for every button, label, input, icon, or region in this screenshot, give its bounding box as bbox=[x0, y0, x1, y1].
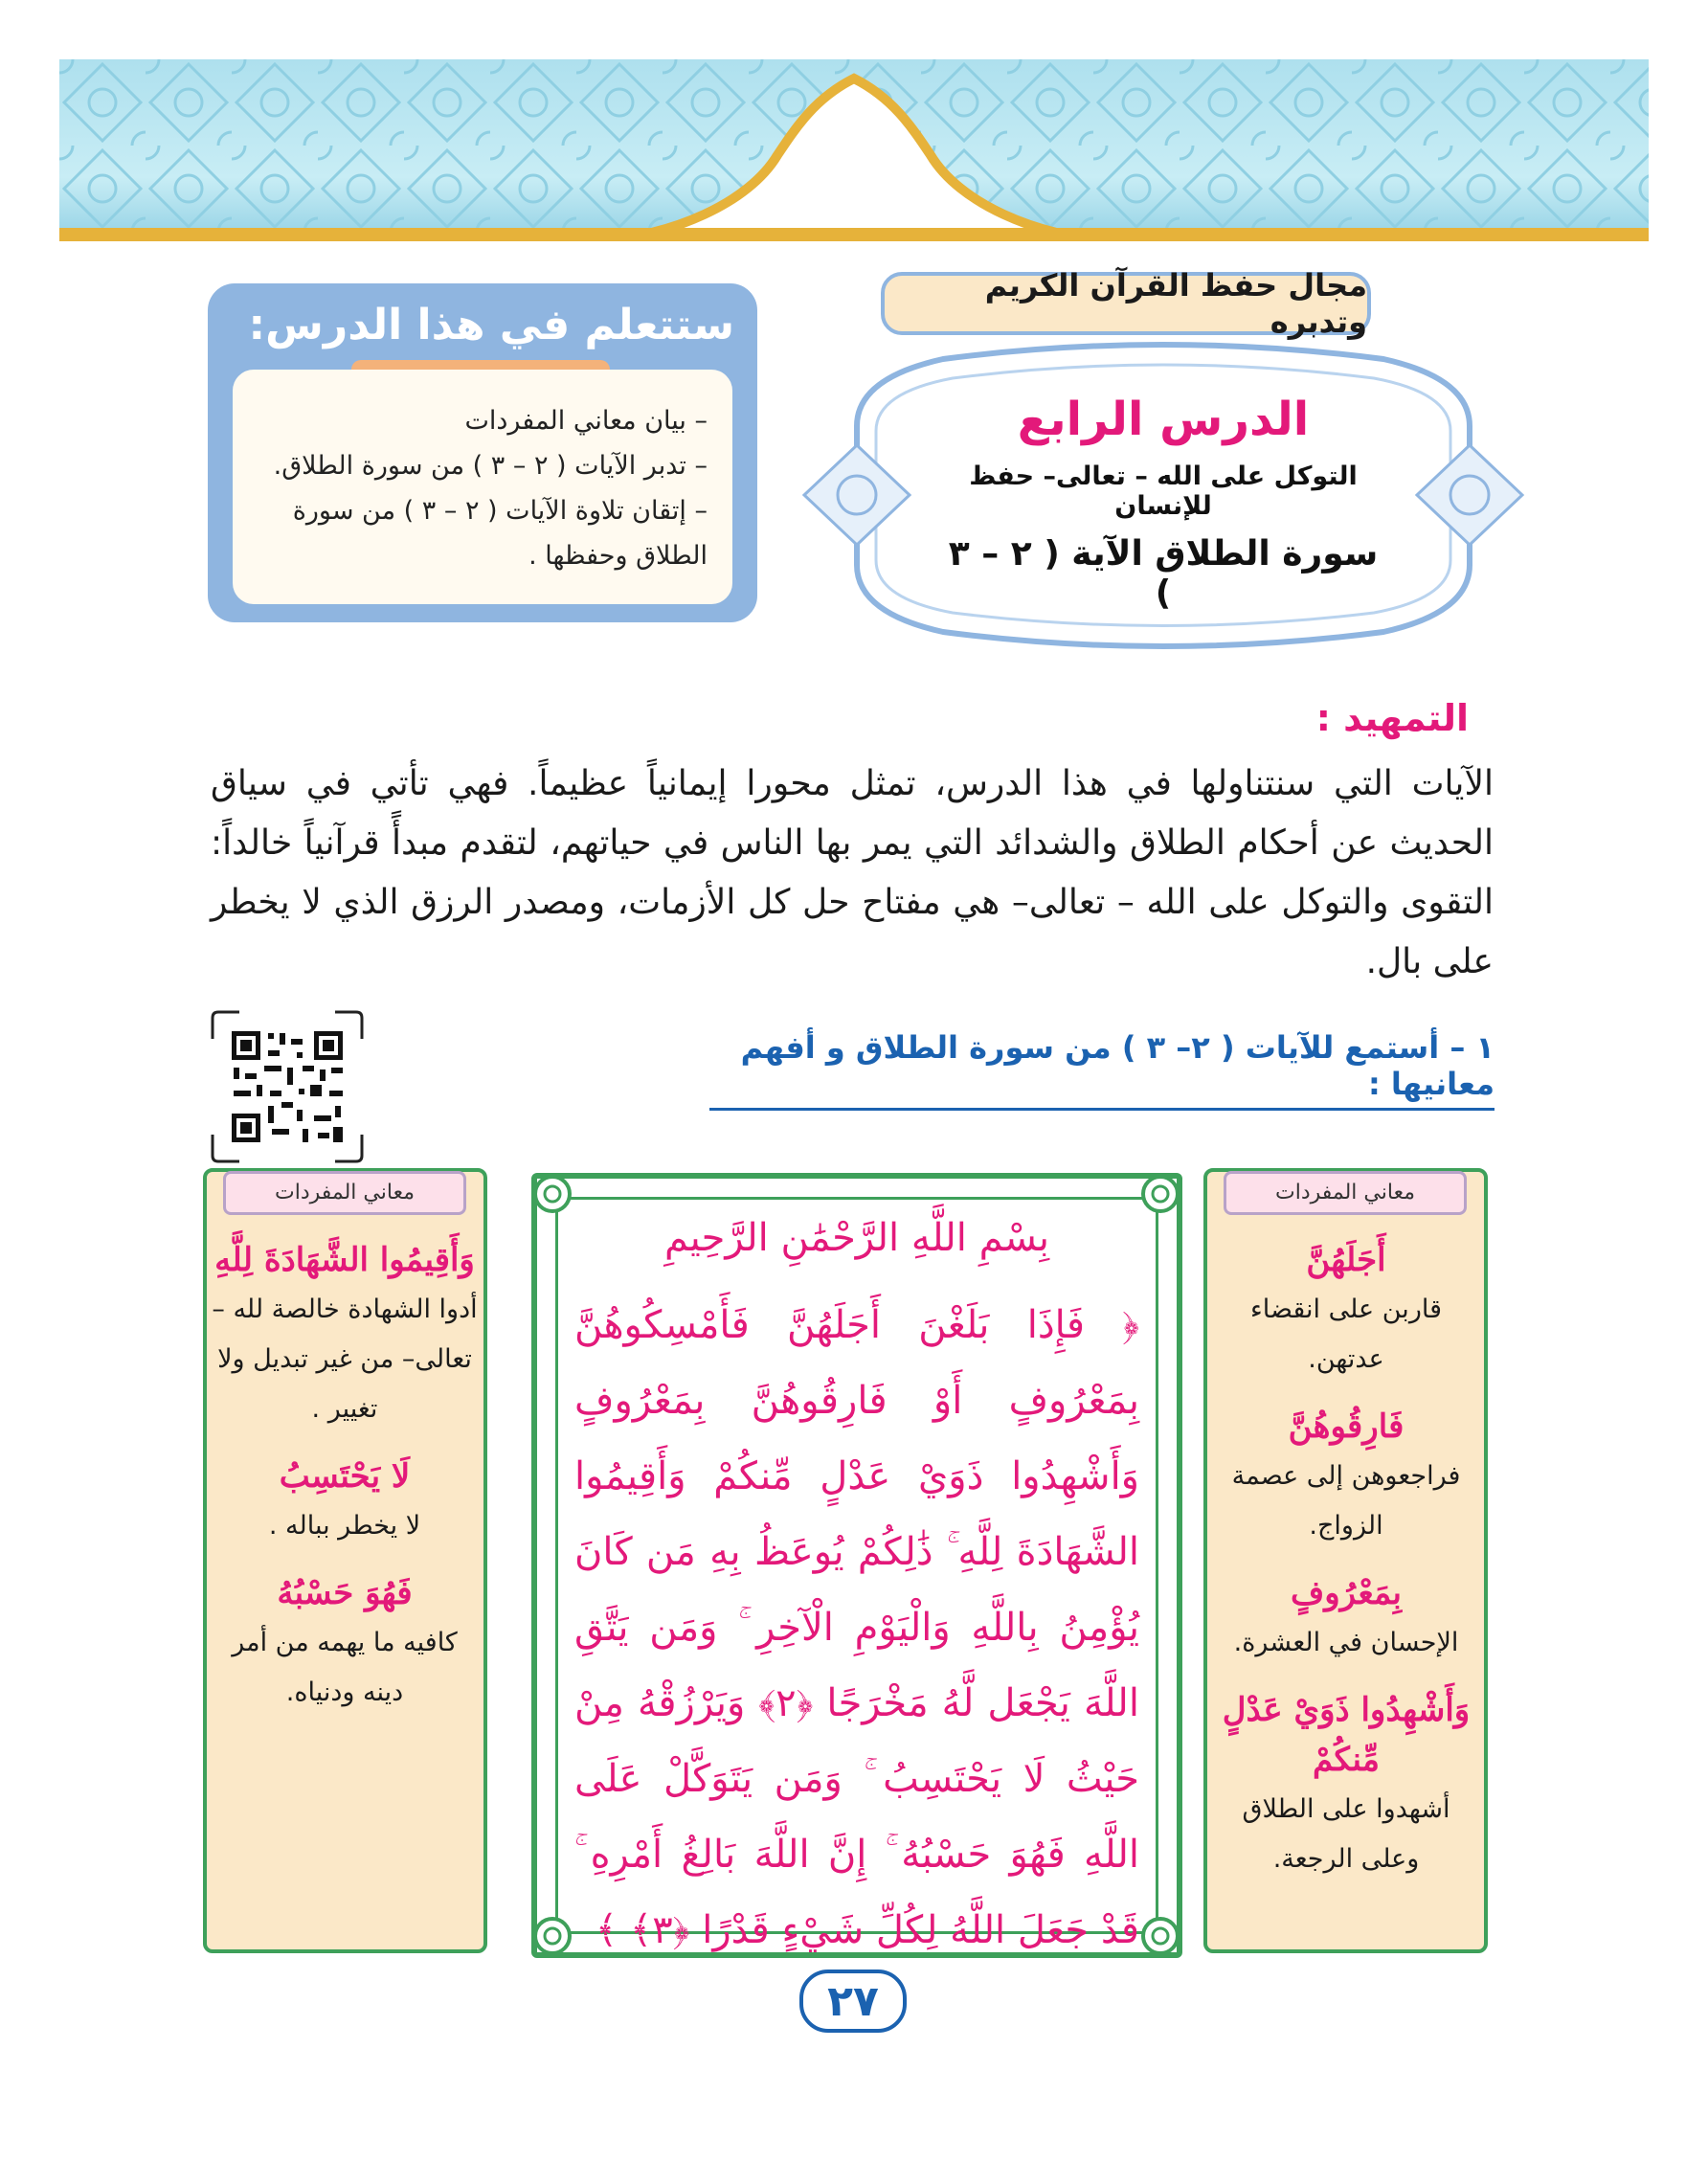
vocab-term: أَجَلَهُنَّ bbox=[1306, 1241, 1386, 1279]
lesson-title: الدرس الرابع bbox=[1017, 393, 1310, 446]
qr-code-icon[interactable] bbox=[211, 1010, 364, 1163]
vocab-list-left bbox=[211, 1235, 479, 1735]
quran-verses: ﴿ فَإِذَا بَلَغْنَ أَجَلَهُنَّ فَأَمْسِكُوهُنَّ بِمَعْرُوفٍ أَوْ فَارِقُوهُنَّ بِمَعْرُوفٍ وَأَشْهِدُوا ذَوَيْ عَدْلٍ مِّنكُمْ وَأَقِيمُوا الشَّهَادَةَ لِلَّهِ ۚ ذَٰلِكُمْ يُوعَظُ بِهِ مَن كَانَ يُؤْمِنُ بِاللَّهِ وَالْيَوْمِ الْآخِرِ ۚ وَمَن يَتَّقِ اللَّهَ يَجْعَل لَّهُ مَخْرَجًا ﴿٢﴾ وَيَرْزُقْهُ مِنْ حَيْثُ لَا يَحْتَسِبُ ۚ وَمَن يَتَوَكَّلْ عَلَى اللَّهِ فَهُوَ حَسْبُهُ ۚ إِنَّ اللَّهَ بَالِغُ أَمْرِهِ ۚ قَدْ جَعَلَ اللَّهُ لِكُلِّ شَيْءٍ قَدْرًا ﴿٣﴾ ﴾ bbox=[574, 1303, 1139, 1952]
vocab-definition: كافيه ما يهمه من أمر دينه ودنياه. bbox=[232, 1628, 458, 1707]
header-banner bbox=[59, 59, 1649, 241]
vocab-definition: فراجعوهن إلى عصمة الزواج. bbox=[1231, 1461, 1461, 1541]
lesson-surah: سورة الطلاق الآية ( ٢ – ٣ ) bbox=[948, 534, 1379, 613]
objectives-box bbox=[208, 283, 757, 622]
vocab-list-right bbox=[1212, 1235, 1480, 1902]
vocab-definition: أدوا الشهادة خالصة لله – تعالى– من غير تبديل ولا تغيير . bbox=[212, 1294, 478, 1424]
corner-ornament-icon bbox=[525, 1908, 580, 1964]
vocab-term: وَأَشْهِدُوا ذَوَيْ عَدْلٍ مِّنكُمْ bbox=[1222, 1691, 1471, 1779]
field-label: مجال حفظ القرآن الكريم وتدبره bbox=[881, 272, 1371, 335]
vocab-term: لَا يَحْتَسِبُ bbox=[279, 1457, 411, 1496]
vocab-definition: لا يخطر بباله . bbox=[268, 1511, 421, 1541]
vocab-definition: قاربن على انقضاء عدتهن. bbox=[1250, 1294, 1442, 1374]
corner-ornament-icon bbox=[525, 1166, 580, 1222]
basmala: بِسْمِ اللَّهِ الرَّحْمَٰنِ الرَّحِيمِ bbox=[663, 1216, 1050, 1260]
vocab-term: بِمَعْرُوفٍ bbox=[1291, 1574, 1402, 1612]
lesson-title-block bbox=[943, 381, 1383, 620]
arabesque-pattern-icon bbox=[59, 59, 1649, 241]
objectives-list bbox=[233, 370, 732, 604]
vocab-term: وَأَقِيمُوا الشَّهَادَةَ لِلَّهِ bbox=[214, 1241, 475, 1279]
vocab-definition: الإحسان في العشرة. bbox=[1233, 1628, 1459, 1657]
vocab-term: فَهُوَ حَسْبُهُ bbox=[277, 1574, 413, 1612]
objective-item: – بيان معاني المفردات bbox=[464, 406, 708, 436]
page-number: ٢٧ bbox=[799, 1970, 907, 2033]
activity-title: ١ – أستمع للآيات ( ٢– ٣ ) من سورة الطلاق و أفهم معانيها : bbox=[709, 1029, 1494, 1111]
intro-paragraph: الآيات التي سنتناولها في هذا الدرس، تمثل محورا إيمانياً عظيماً. فهي تأتي في سياق الحديث عن أحكام الطلاق والشدائد التي يمر بها الناس في حياتهم، لتقدم مبدأً قرآنياً خالداً: التقوى والتوكل على الله – تعالى– هي مفتاح حل كل الأزمات، ومصدر الرزق الذي لا يخطر على بال. bbox=[211, 764, 1494, 981]
vocab-tab-left: معاني المفردات bbox=[223, 1171, 466, 1215]
vocab-definition: أشهدوا على الطلاق وعلى الرجعة. bbox=[1242, 1794, 1450, 1874]
corner-ornament-icon bbox=[1133, 1908, 1188, 1964]
vocab-tab-right: معاني المفردات bbox=[1224, 1171, 1467, 1215]
objectives-title: ستتعلم في هذا الدرس: bbox=[248, 301, 734, 349]
vocab-term: فَارِقُوهُنَّ bbox=[1288, 1407, 1405, 1446]
intro-heading: التمهيد : bbox=[1315, 697, 1469, 739]
lesson-subtitle: التوكل على الله – تعالى– حفظ للإنسان bbox=[969, 461, 1358, 521]
objective-item: – تدبر الآيات ( ٢ – ٣ ) من سورة الطلاق. bbox=[273, 451, 708, 481]
corner-ornament-icon bbox=[1133, 1166, 1188, 1222]
objective-item: – إتقان تلاوة الآيات ( ٢ – ٣ ) من سورة الطلاق وحفظها . bbox=[292, 496, 708, 571]
